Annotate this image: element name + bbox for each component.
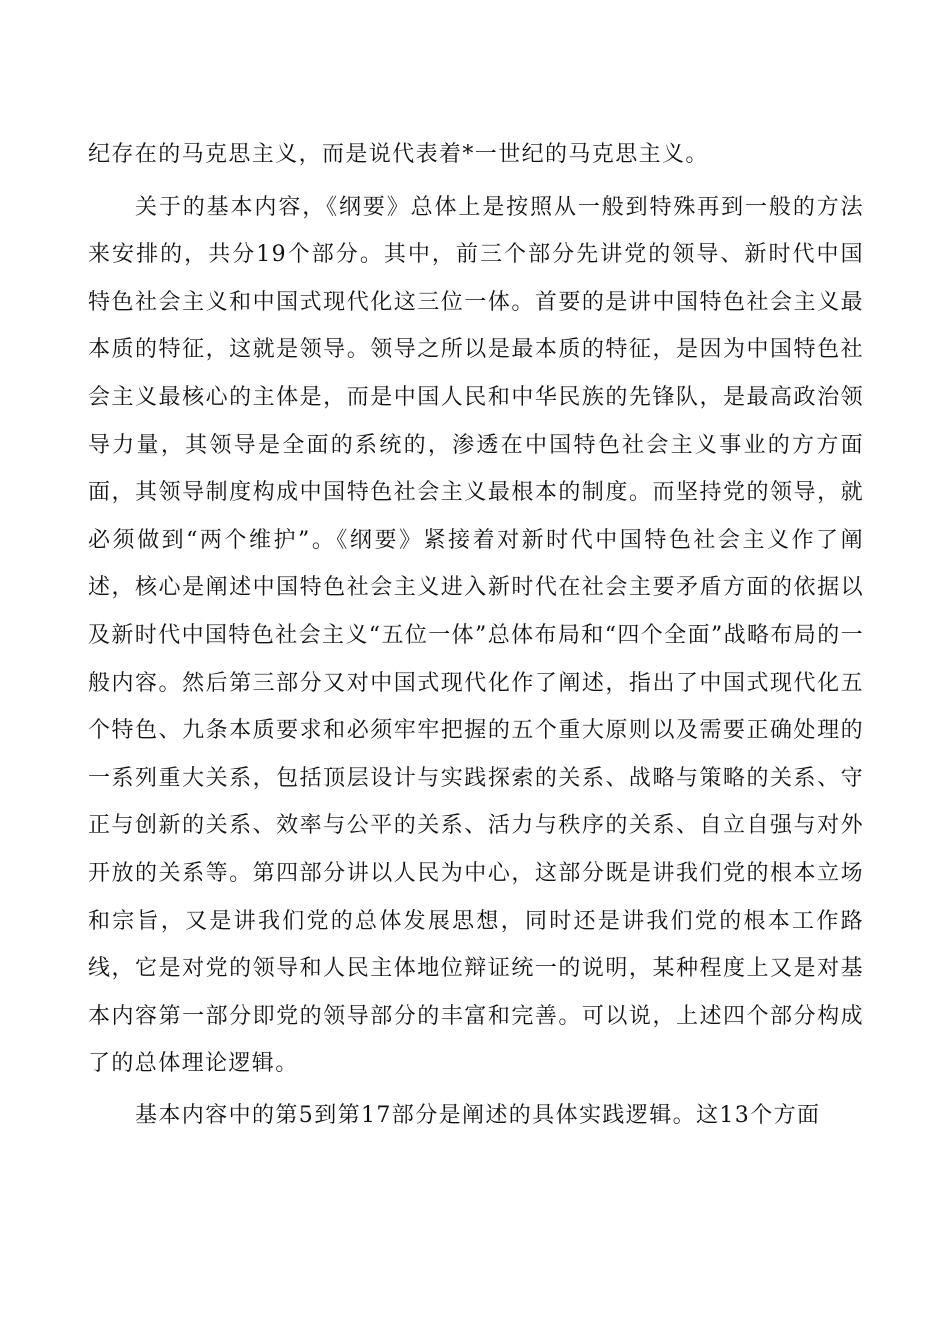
document-body bbox=[88, 131, 864, 1139]
paragraph-continuation: 纪存在的马克思主义，而是说代表着*一世纪的马克思主义。 bbox=[88, 142, 709, 167]
paragraph-practice-logic: 基本内容中的第5到第17部分是阐述的具体实践逻辑。这13个方面 bbox=[135, 1102, 821, 1128]
paragraph-basic-content: 关于的基本内容，《纲要》总体上是按照从一般到特殊再到一般的方法来安排的，共分19个部分。其中，前三个部分先讲党的领导、新时代中国特色社会主义和中国式现代化这三位一体。首要的是讲中国特色社会主义最本质的特征，这就是领导。领导之所以是最本质的特征，是因为中国特色社会主义最核心的主体是，而是中国人民和中华民族的先锋队，是最高政治领导力量，其领导是全面的系统的，渗透在中国特色社会主义事业的方方面面，其领导制度构成中国特色社会主义最根本的制度。而坚持党的领导，就必须做到“两个维护”。《纲要》紧接着对新时代中国特色社会主义作了阐述，核心是阐述中国特色社会主义进入新时代在社会主要矛盾方面的依据以及新时代中国特色社会主义“五位一体”总体布局和“四个全面”战略布局的一般内容。然后第三部分又对中国式现代化作了阐述，指出了中国式现代化五个特色、九条本质要求和必须牢牢把握的五个重大原则以及需要正确处理的一系列重大关系，包括顶层设计与实践探索的关系、战略与策略的关系、守正与创新的关系、效率与公平的关系、活力与秩序的关系、自立自强与对外开放的关系等。第四部分讲以人民为中心，这部分既是讲我们党的根本立场和宗旨，又是讲我们党的总体发展思想，同时还是讲我们党的根本工作路线，它是对党的领导和人民主体地位辩证统一的说明，某种程度上又是对基本内容第一部分即党的领导部分的丰富和完善。可以说，上述四个部分构成了的总体理论逻辑。 bbox=[88, 194, 864, 1077]
